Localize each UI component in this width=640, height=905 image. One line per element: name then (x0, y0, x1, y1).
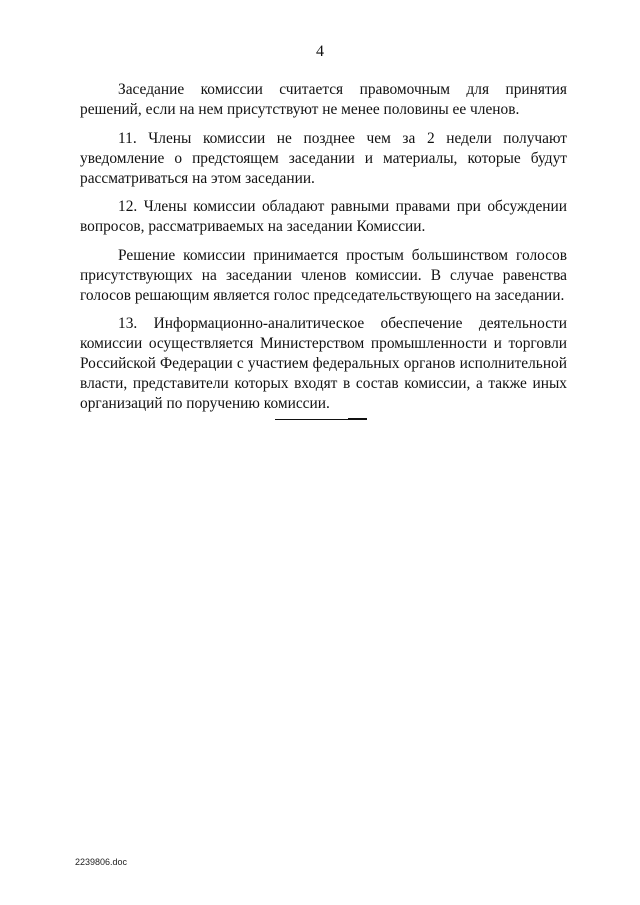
paragraph-item-13: 13. Информационно-аналитическое обеспечение деятельности комиссии осуществляется Министерством промышленности и торговли Российской Федерации с участием федеральных органов исполнительной власти, представители которых входят в состав комиссии, а также иных организаций по поручению комиссии. (80, 315, 567, 412)
paragraph-item-12: 12. Члены комиссии обладают равными правами при обсуждении вопросов, рассматриваемых на заседании Комиссии. (80, 198, 567, 235)
paragraph-quorum: Заседание комиссии считается правомочным для принятия решений, если на нем присутствуют не менее половины ее членов. (80, 81, 567, 118)
page-number: 4 (316, 43, 324, 60)
document-body (80, 80, 567, 423)
end-of-text-rule-tail (348, 418, 367, 420)
paragraph-decision: Решение комиссии принимается простым большинством голосов присутствующих на заседании членов комиссии. В случае равенства голосов решающим является голос председательствующего на заседании. (80, 246, 567, 304)
paragraph-item-11: 11. Члены комиссии не позднее чем за 2 недели получают уведомление о предстоящем заседании и материалы, которые будут рассматриваться на этом заседании. (80, 129, 567, 187)
footer-file-code: 2239806.doc (75, 857, 128, 867)
